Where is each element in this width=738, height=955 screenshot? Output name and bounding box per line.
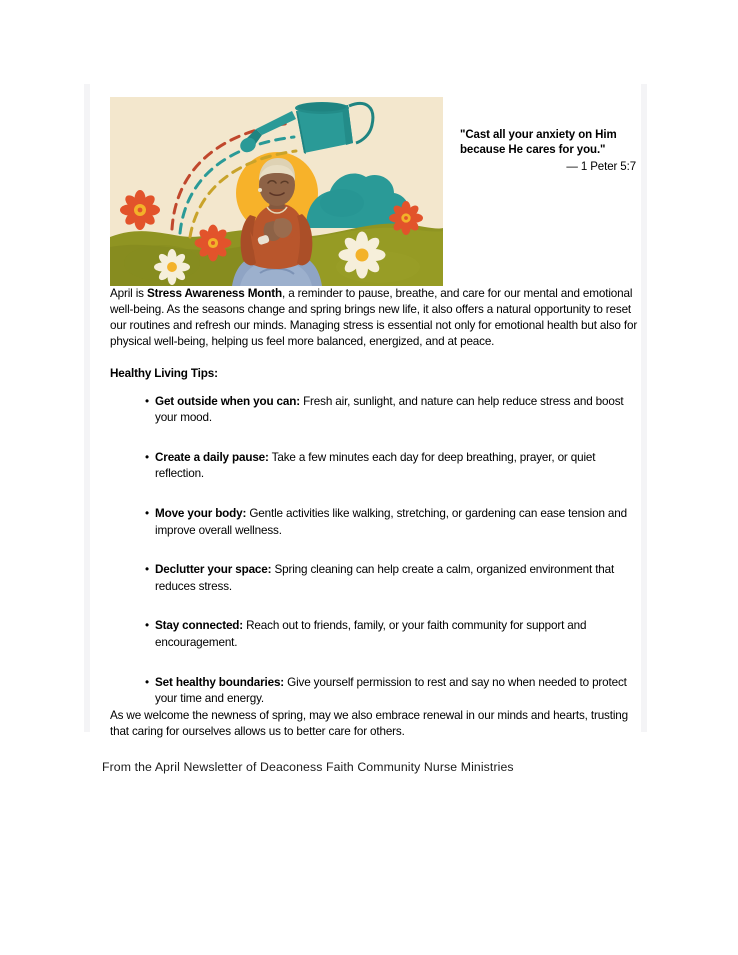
list-item bbox=[110, 562, 639, 595]
scripture-reference: — 1 Peter 5:7 bbox=[566, 161, 636, 174]
bullet-glyph: • bbox=[145, 563, 149, 577]
bullet-glyph: • bbox=[145, 619, 149, 633]
newsletter-source-footer: From the April Newsletter of Deaconess Faith Community Nurse Ministries bbox=[102, 760, 514, 775]
bullet-glyph: • bbox=[145, 507, 149, 520]
list-item bbox=[110, 675, 639, 708]
tip-text: Take a few minutes each day for deep breathing, prayer, or quiet reflection. bbox=[155, 450, 596, 481]
list-item bbox=[110, 450, 639, 483]
scripture-quote-text: "Cast all your anxiety on Him because He cares for you." bbox=[460, 129, 617, 157]
tip-text: Gentle activities like walking, stretching, or gardening can ease tension and improve overall wellness. bbox=[155, 507, 627, 537]
collage-illustration-svg bbox=[110, 97, 443, 286]
tip-lead: Create a daily pause: bbox=[155, 450, 269, 464]
healthy-living-tips-list bbox=[110, 394, 639, 708]
intro-text-after: , a reminder to pause, breathe, and care for our mental and emotional well-being. As the seasons change and spring brings new life, it also offers a natural opportunity to reset our routines and refresh our minds. Managing stress is essential not only for emotional health but also for physical well-being, helping us feel more balanced, energized, and at peace. bbox=[110, 287, 638, 349]
tip-text: Spring cleaning can help create a calm, organized environment that reduces stress. bbox=[155, 563, 615, 593]
tip-text: Reach out to friends, family, or your faith community for support and encouragement. bbox=[155, 619, 587, 650]
tip-lead: Set healthy boundaries: bbox=[155, 675, 285, 689]
list-item bbox=[110, 506, 639, 539]
bullet-glyph: • bbox=[145, 675, 149, 689]
tip-lead: Get outside when you can: bbox=[155, 394, 300, 408]
body-column bbox=[110, 286, 639, 740]
closing-paragraph: As we welcome the newness of spring, may we also embrace renewal in our minds and hearts, trusting that caring for ourselves allows us to better care for others. bbox=[110, 708, 628, 739]
tip-text: Give yourself permission to rest and say no when needed to protect your time and energy. bbox=[155, 675, 627, 706]
tip-lead: Move your body: bbox=[155, 507, 247, 520]
page-right-rule bbox=[641, 84, 647, 732]
list-item bbox=[110, 394, 639, 427]
tip-lead: Declutter your space: bbox=[155, 563, 272, 577]
intro-bold-phrase: Stress Awareness Month bbox=[146, 287, 283, 300]
tips-heading: Healthy Living Tips: bbox=[110, 366, 218, 380]
list-item bbox=[110, 618, 639, 651]
bullet-glyph: • bbox=[145, 450, 149, 464]
intro-paragraph bbox=[110, 286, 639, 351]
bullet-glyph: • bbox=[145, 394, 149, 408]
newsletter-content bbox=[90, 84, 641, 774]
tip-text: Fresh air, sunlight, and nature can help reduce stress and boost your mood. bbox=[155, 394, 624, 425]
intro-text-before: April is bbox=[110, 287, 147, 300]
tip-lead: Stay connected: bbox=[155, 619, 244, 633]
hero-artwork-image bbox=[110, 97, 443, 286]
hero-section bbox=[90, 84, 641, 286]
scripture-quote-block bbox=[460, 128, 636, 173]
